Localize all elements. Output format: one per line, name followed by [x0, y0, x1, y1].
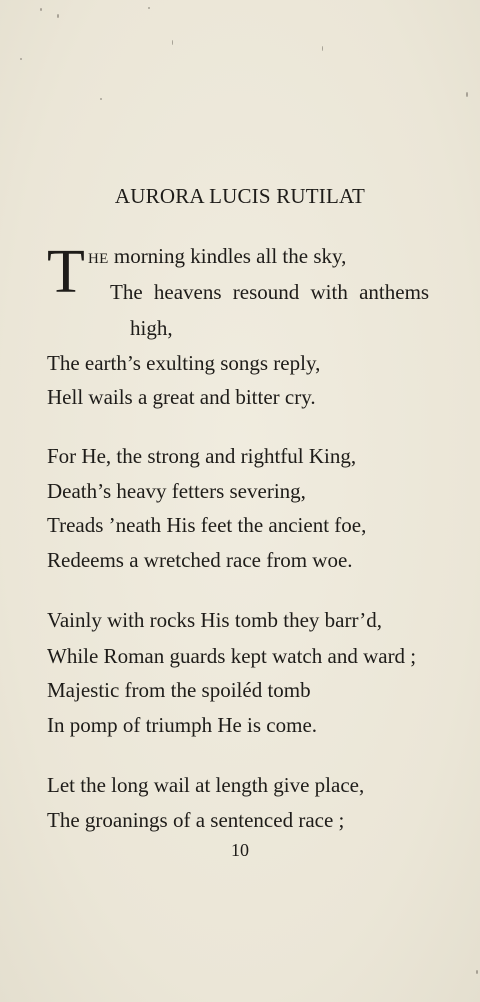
paper-speck [476, 970, 478, 974]
stanza2-line3: Treads ’neath His feet the ancient foe, [47, 513, 367, 537]
paper-speck [466, 92, 468, 97]
stanza1-line2: The heavens resound with anthems [110, 280, 430, 304]
stanza3-line3: Majestic from the spoiléd tomb [47, 678, 311, 702]
stanza2-line2: Death’s heavy fetters severing, [47, 479, 306, 503]
stanza2-line1: For He, the strong and rightful King, [47, 444, 357, 468]
stanza3-line1: Vainly with rocks His tomb they barr’d, [47, 608, 382, 632]
paper-speck [20, 58, 22, 60]
stanza1-line3: The earth’s exulting songs reply, [47, 351, 321, 375]
stanza1-line4: Hell wails a great and bitter cry. [47, 385, 316, 409]
stanza1-line1 [88, 244, 346, 271]
stanza2-line4: Redeems a wretched race from woe. [47, 548, 353, 572]
stanza4-line2: The groanings of a sentenced race ; [47, 808, 345, 832]
stanza4-line1: Let the long wail at length give place, [47, 773, 365, 797]
paper-speck [100, 98, 102, 100]
drop-cap: T [47, 238, 85, 306]
paper-speck [322, 46, 323, 51]
page-number: 10 [231, 840, 249, 860]
line-text: morning kindles all the sky, [108, 244, 347, 268]
poem-title: AURORA LUCIS RUTILAT [114, 184, 366, 208]
paper-speck [40, 8, 42, 11]
paper-speck [57, 14, 59, 18]
stanza1-line2-continued: high, [130, 316, 173, 340]
paper-speck [172, 40, 173, 45]
paper-speck [148, 7, 150, 9]
small-caps-text: HE [88, 251, 109, 267]
stanza3-line4: In pomp of triumph He is come. [47, 713, 318, 737]
stanza3-line2: While Roman guards kept watch and ward ; [47, 644, 417, 668]
